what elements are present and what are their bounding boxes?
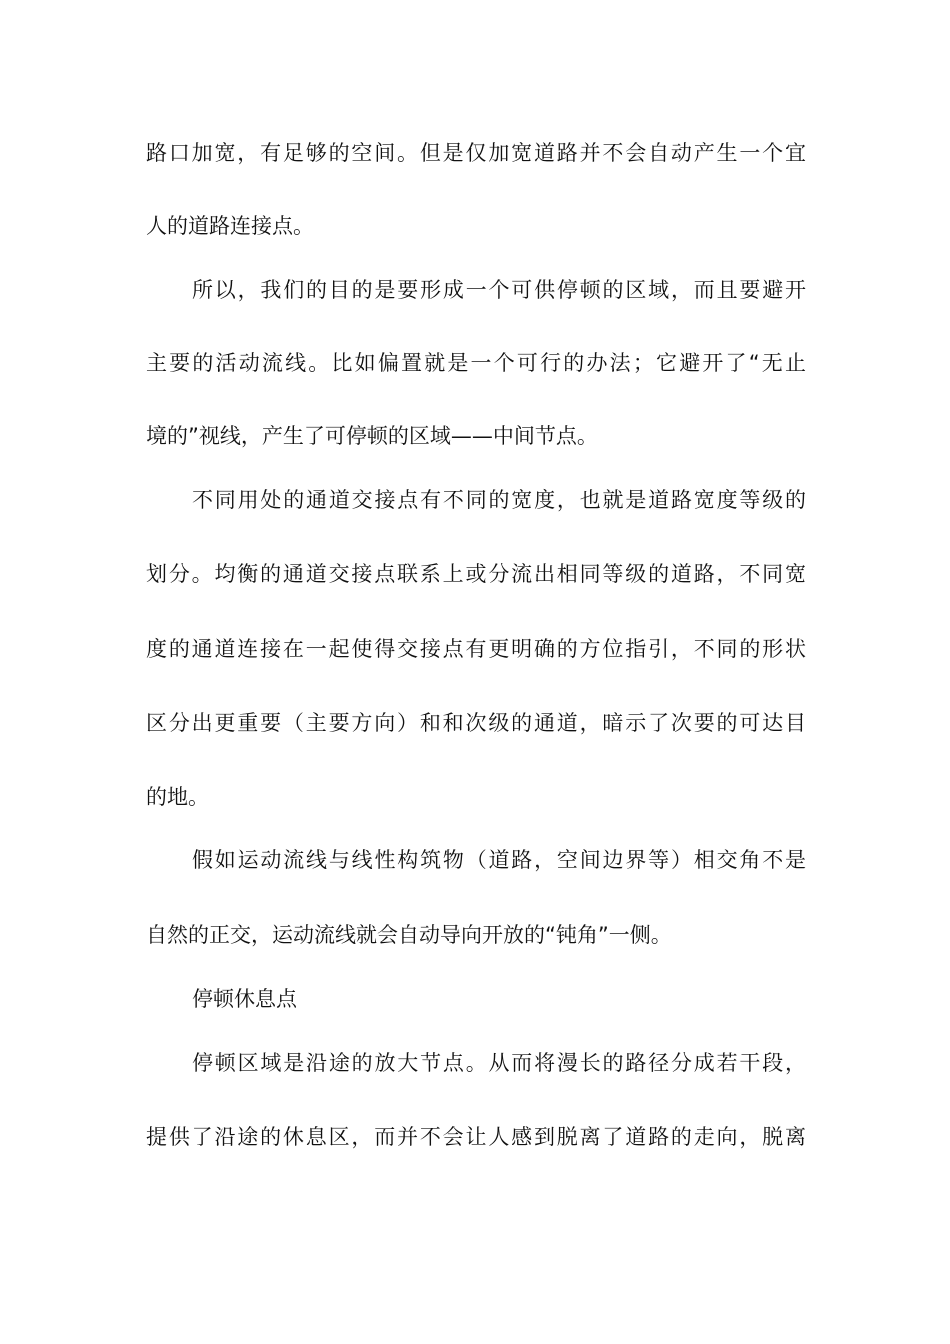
text-line-10: 的地。	[146, 785, 209, 809]
text-line-4: 主要的活动流线。比如偏置就是一个可行的办法；它避开了“无止	[146, 351, 806, 375]
text-line-7: 划分。均衡的通道交接点联系上或分流出相同等级的道路，不同宽	[146, 562, 806, 586]
text-line-11: 假如运动流线与线性构筑物（道路，空间边界等）相交角不是	[192, 848, 806, 872]
text-line-12: 自然的正交，运动流线就会自动导向开放的“钝角”一侧。	[146, 923, 672, 947]
text-line-9: 区分出更重要（主要方向）和和次级的通道，暗示了次要的可达目	[146, 711, 806, 735]
text-line-1: 路口加宽，有足够的空间。但是仅加宽道路并不会自动产生一个宜	[146, 141, 806, 165]
text-line-15: 提供了沿途的休息区，而并不会让人感到脱离了道路的走向，脱离	[146, 1125, 806, 1149]
text-line-2: 人的道路连接点。	[146, 214, 314, 238]
text-line-6: 不同用处的通道交接点有不同的宽度，也就是道路宽度等级的	[192, 488, 806, 512]
text-line-5: 境的”视线，产生了可停顿的区域——中间节点。	[146, 424, 598, 448]
section-heading: 停顿休息点	[192, 987, 297, 1011]
text-line-3: 所以，我们的目的是要形成一个可供停顿的区域，而且要避开	[192, 278, 806, 302]
text-line-14: 停顿区域是沿途的放大节点。从而将漫长的路径分成若干段，	[192, 1051, 806, 1075]
text-line-8: 度的通道连接在一起使得交接点有更明确的方位指引，不同的形状	[146, 637, 806, 661]
